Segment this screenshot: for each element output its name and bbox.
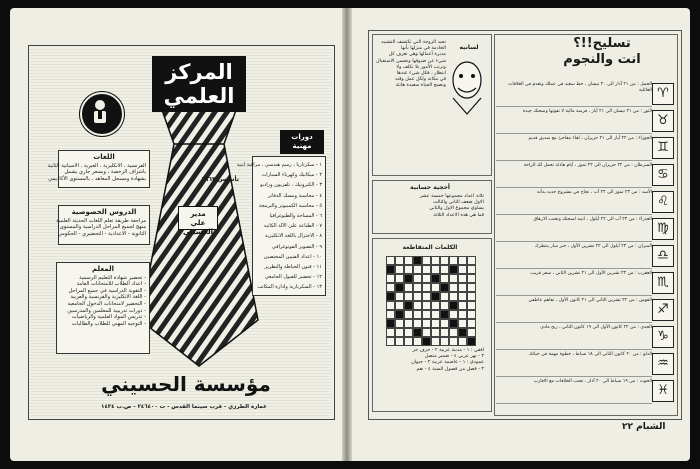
puzzle-line: الاول ضعف الثاني والثالث bbox=[432, 200, 484, 206]
crossword-cell bbox=[449, 319, 458, 328]
article-line: تحيد الزوجة التي تكتشف التشبيه bbox=[381, 40, 446, 45]
crossword-cell bbox=[413, 319, 422, 328]
crossword-cell bbox=[431, 337, 440, 346]
article-line: الخادمة في منزلها بأنها bbox=[400, 46, 446, 52]
cartoon-face-icon bbox=[448, 58, 486, 116]
crossword-cell bbox=[458, 319, 467, 328]
crossword-cell bbox=[386, 274, 395, 283]
crossword-cell bbox=[431, 319, 440, 328]
zodiac-sign-icon: ♑ bbox=[652, 326, 674, 348]
puzzle-line: ثلاثة اعداد مجموعها خمسة عشر bbox=[419, 194, 484, 199]
puzzle-line: يساوي مجموع الاول والثاني bbox=[429, 206, 484, 212]
logo-title-box: المركز العلمي bbox=[152, 56, 246, 112]
horoscope-text: القوس : من ٢٢ تشرين الثاني الى ٢١ كانون الأول ، تفاهم عاطفي bbox=[496, 298, 652, 323]
tie-illustration bbox=[140, 110, 258, 366]
crossword-cell bbox=[431, 283, 440, 292]
crossword-cell bbox=[413, 256, 422, 265]
zodiac-sign-icon: ♎ bbox=[652, 245, 674, 267]
crossword-cell bbox=[386, 337, 395, 346]
horoscope-text: الثور : من ٢١ نيسان الى ٢١ أيار ، فرصة مالية لا تفوتها وصحتك جيدة bbox=[496, 109, 652, 134]
course-item: ٢ - ميكانيك وكهرباء السيارات bbox=[261, 172, 322, 179]
crossword-cell bbox=[467, 256, 476, 265]
crossword-cell bbox=[395, 292, 404, 301]
crossword-cell bbox=[449, 301, 458, 310]
director-badge: مدير علي الحسيني bbox=[178, 206, 218, 230]
zodiac-sign-icon: ♋ bbox=[652, 164, 674, 186]
crossword-cell bbox=[404, 292, 413, 301]
crossword-cell bbox=[440, 310, 449, 319]
crossword-cell bbox=[422, 256, 431, 265]
crossword-cell bbox=[449, 283, 458, 292]
article-line: مديرة أعمالها وهي تعرف كل bbox=[388, 52, 446, 58]
waiter-figure-icon bbox=[88, 98, 112, 126]
horoscope-text: الميزان : من ٢٣ أيلول الى ٢٢ تشرين الأول ، خبر سار ينتظرك bbox=[496, 244, 652, 269]
crossword-cell bbox=[440, 301, 449, 310]
zodiac-sign-icon: ♓ bbox=[652, 380, 674, 402]
crossword-cell bbox=[386, 319, 395, 328]
crossword-cell bbox=[413, 274, 422, 283]
zodiac-sign-icon: ♊ bbox=[652, 137, 674, 159]
crossword-cell bbox=[422, 283, 431, 292]
private-courses-line: الثانوية - الاعدادية - التحضيري - الحكومي bbox=[57, 230, 146, 237]
crossword-cell bbox=[386, 265, 395, 274]
page-number: الشبام ٢٢ bbox=[622, 422, 666, 432]
institute-line: - التقوية الدراسية في جميع المراحل bbox=[68, 287, 146, 294]
crossword-cell bbox=[422, 337, 431, 346]
horoscope-text: الدلو : من ٢٠ كانون الثاني الى ١٨ شباط ، خطوة مهمة في حياتك bbox=[496, 352, 652, 377]
crossword-cell bbox=[440, 328, 449, 337]
crossword-cell bbox=[458, 328, 467, 337]
zodiac-sign-icon: ♐ bbox=[652, 299, 674, 321]
course-item: ١٣ - السكرتارية وادارة المكاتب bbox=[257, 284, 322, 291]
crossword-cell bbox=[440, 283, 449, 292]
crossword-title: الكلمات المتقاطعة bbox=[402, 244, 458, 251]
crossword-cell bbox=[395, 310, 404, 319]
crossword-cell bbox=[395, 256, 404, 265]
institute-line: - دورات تدريبية للمعلمين والمدرسين bbox=[67, 307, 146, 314]
crossword-cell bbox=[458, 337, 467, 346]
crossword-cell bbox=[395, 319, 404, 328]
horoscope-text: الحوت : من ١٩ شباط الى ٢٠ آذار ، تجنب الخلافات مع الاقارب bbox=[496, 379, 652, 404]
crossword-cell bbox=[413, 328, 422, 337]
crossword-cell bbox=[431, 328, 440, 337]
institute-title: المعلم bbox=[91, 265, 115, 273]
crossword-cell bbox=[467, 310, 476, 319]
crossword-cell bbox=[467, 337, 476, 346]
languages-line: بشهادة ومسجل المعاهد ، بالمستوى الأكاديمي bbox=[48, 175, 146, 182]
crossword-cell bbox=[431, 301, 440, 310]
crossword-cell bbox=[458, 256, 467, 265]
zodiac-sign-icon: ♒ bbox=[652, 353, 674, 375]
crossword-cell bbox=[440, 292, 449, 301]
institute-line: - اعداد الطلاب للامتحانات العامة bbox=[76, 281, 146, 288]
crossword-cell bbox=[395, 265, 404, 274]
institute-line: - اللغة الانكليزية والفرنسية والعربية bbox=[70, 294, 146, 301]
crossword-cell bbox=[431, 274, 440, 283]
crossword-cell bbox=[449, 337, 458, 346]
clue-line: افقي : ١ - مدينة عربية ٢ - حرف جر bbox=[412, 348, 484, 353]
crossword-cell bbox=[422, 301, 431, 310]
course-item: ٧ - الطباعة على الآلة الكاتبة bbox=[263, 223, 322, 230]
puzzle-title: أحجية حسابية bbox=[410, 184, 450, 191]
crossword-cell bbox=[458, 310, 467, 319]
puzzle-line: فما هي هذه الاعداد الثلاثة bbox=[433, 212, 484, 218]
puzzle-text bbox=[378, 194, 484, 230]
languages-box bbox=[47, 150, 150, 188]
crossword-cell bbox=[404, 274, 413, 283]
crossword-cell bbox=[458, 292, 467, 301]
zodiac-sign-icon: ♏ bbox=[652, 272, 674, 294]
institute-box bbox=[56, 262, 150, 354]
crossword-cell bbox=[422, 265, 431, 274]
crossword-cell bbox=[413, 292, 422, 301]
crossword-cell bbox=[386, 301, 395, 310]
languages-line: باشراف الرخصة ، وبسعر جاري يشمل bbox=[64, 169, 146, 176]
cartoon-label: لسانيه bbox=[459, 44, 479, 51]
crossword-cell bbox=[467, 274, 476, 283]
crossword-cell bbox=[404, 301, 413, 310]
course-item: ٥ - محاسبة الكمبيوتر والبرمجة bbox=[258, 202, 322, 209]
crossword-cell bbox=[467, 265, 476, 274]
crossword-cell bbox=[440, 319, 449, 328]
crossword-cell bbox=[395, 337, 404, 346]
crossword-cell bbox=[467, 319, 476, 328]
crossword-cell bbox=[413, 265, 422, 274]
crossword-cell bbox=[431, 265, 440, 274]
course-item: ٦ - المساحة والطبوغرافيا bbox=[269, 213, 322, 220]
article-line: انتظار ، فكل شيء عندها bbox=[396, 71, 446, 77]
article-line: شيء عن ضيوفها وتحسن الاستقبال bbox=[376, 58, 446, 64]
crossword-cell bbox=[467, 301, 476, 310]
horoscope-text: الحمل : من ٢١ آذار الى ٢٠ نيسان ، حظ سعيد في عملك وتقدم في العلاقات العائلية bbox=[496, 82, 652, 107]
horoscope-text: الجدي : من ٢٢ كانون الأول الى ١٩ كانون الثاني ، ربح مادي bbox=[496, 325, 652, 350]
course-item: ٨ - الاختزال باللغة الانكليزية bbox=[264, 233, 322, 240]
languages-title: اللغات bbox=[93, 153, 115, 161]
crossword-cell bbox=[467, 292, 476, 301]
crossword-cell bbox=[422, 310, 431, 319]
crossword-cell bbox=[404, 337, 413, 346]
crossword-cell bbox=[386, 283, 395, 292]
crossword-cell bbox=[422, 319, 431, 328]
crossword-cell bbox=[431, 292, 440, 301]
courses-badge: دورات مهنية bbox=[280, 130, 324, 154]
clue-line: عمودي : ١ - عاصمة عربية ٢ - حيوان bbox=[411, 360, 484, 366]
crossword-cell bbox=[431, 310, 440, 319]
crossword-cell bbox=[458, 274, 467, 283]
crossword-cell bbox=[422, 292, 431, 301]
crossword-cell bbox=[404, 283, 413, 292]
crossword-cell bbox=[404, 319, 413, 328]
private-courses-line: منهج لجميع المراحل الدراسية والمستوى bbox=[59, 224, 146, 231]
crossword-cell bbox=[386, 328, 395, 337]
course-item: ٩ - التصوير الفوتوغرافي bbox=[271, 243, 322, 250]
crossword-cell bbox=[386, 256, 395, 265]
private-courses-line: مراجعة طريقة تعلم اللغات الحديثة العلمية bbox=[56, 217, 146, 224]
crossword-cell bbox=[440, 274, 449, 283]
crossword-cell bbox=[404, 265, 413, 274]
crossword-cell bbox=[440, 337, 449, 346]
institute-line: - التوجيه المهني للطلاب والطالبات bbox=[71, 320, 146, 327]
course-item: ٤ - محاسبة ومسك الدفاتر bbox=[267, 192, 322, 199]
crossword-cell bbox=[467, 283, 476, 292]
crossword-cell bbox=[413, 283, 422, 292]
private-courses-title: الدروس الخصوصية bbox=[71, 208, 137, 216]
institute-line: - تحضير شهادة التعليم الرسمية bbox=[79, 274, 146, 281]
zodiac-sign-icon: ♌ bbox=[652, 191, 674, 213]
course-item: ١٢ - تحضير للقبول الجامعي bbox=[264, 274, 322, 281]
horoscope-text: السرطان : من ٢٢ حزيران الى ٢٢ تموز ، أيام هادئة تحمل لك الراحة bbox=[496, 163, 652, 188]
crossword-cell bbox=[467, 328, 476, 337]
crossword-cell bbox=[395, 301, 404, 310]
course-item: ٣ - الكترونيك ، تلفزيون وراديو bbox=[260, 182, 322, 189]
crossword-cell bbox=[431, 256, 440, 265]
crossword-cell bbox=[386, 292, 395, 301]
zodiac-sign-icon: ♈ bbox=[652, 83, 674, 105]
crossword-cell bbox=[449, 256, 458, 265]
horoscope-title: تسليح!!؟ انت والنجوم bbox=[563, 36, 641, 67]
article-line: وترتب الأمور بلا تكلف ولا bbox=[396, 64, 446, 70]
footer-logo: مؤسسة الحسيني bbox=[101, 372, 271, 396]
crossword-cell bbox=[440, 265, 449, 274]
zodiac-sign-icon: ♉ bbox=[652, 110, 674, 132]
crossword-cell bbox=[413, 301, 422, 310]
crossword-cell bbox=[422, 328, 431, 337]
crossword-cell bbox=[386, 310, 395, 319]
horoscope-text: الجوزاء : من ٢٢ أيار الى ٢١ حزيران ، لقاء مفاجئ مع صديق قديم bbox=[496, 136, 652, 161]
institute-line: - التحضير لامتحانات الدخول الجامعية bbox=[67, 300, 146, 307]
crossword-cell bbox=[395, 328, 404, 337]
crossword-cell bbox=[395, 283, 404, 292]
horoscope-text: العذراء : من ٢٣ آب الى ٢٢ أيلول ، انتبه لصحتك وتجنب الارهاق bbox=[496, 217, 652, 242]
crossword-cell bbox=[449, 274, 458, 283]
course-item: ١ - سكرتاريا ، رسم هندسي ، مراقبة ابنية bbox=[236, 162, 322, 168]
horoscope-text: الأسد : من ٢٣ تموز الى ٢٢ آب ، نجاح في مشروع جديد بدأته bbox=[496, 190, 652, 215]
crossword-cell bbox=[449, 310, 458, 319]
crossword-cell bbox=[449, 292, 458, 301]
clue-line: ٣ - نهر عربي ٤ - ضمير متصل bbox=[424, 354, 484, 360]
zodiac-sign-icon: ♍ bbox=[652, 218, 674, 240]
founded-label: تأسيس ١٩٦٣ bbox=[200, 176, 240, 183]
course-item: ١٠ - اعداد الفنيين المختصين bbox=[263, 253, 322, 260]
private-courses-box bbox=[58, 205, 150, 245]
crossword-cell bbox=[395, 274, 404, 283]
crossword-cell bbox=[413, 337, 422, 346]
footer-address: عمارة الطرزي - قرب سينما القدس - ت ٢٤٦٤٠٠ - ص.ب ١٤٣٤ bbox=[101, 404, 267, 410]
crossword-cell bbox=[404, 256, 413, 265]
crossword-cell bbox=[458, 283, 467, 292]
clue-line: ٣ - فصل من فصول السنة ٤ - نعم bbox=[416, 366, 484, 372]
crossword-cell bbox=[449, 328, 458, 337]
crossword-cell bbox=[422, 274, 431, 283]
crossword-cell bbox=[458, 301, 467, 310]
article-text bbox=[376, 40, 446, 166]
crossword-cell bbox=[404, 310, 413, 319]
article-line: في مكانه ولكل عمل وقته bbox=[395, 77, 446, 83]
crossword-clues bbox=[378, 348, 484, 406]
crossword-cell bbox=[404, 328, 413, 337]
crossword-cell bbox=[440, 256, 449, 265]
crossword-cell bbox=[413, 310, 422, 319]
institute-line: - تدريس المواد العلمية والرياضيات bbox=[71, 314, 146, 321]
horoscope-text: العقرب : من ٢٣ تشرين الأول الى ٢١ تشرين الثاني ، سفر قريب bbox=[496, 271, 652, 296]
crossword-cell bbox=[458, 265, 467, 274]
crossword-cell bbox=[449, 265, 458, 274]
spine-gutter bbox=[342, 8, 352, 461]
article-line: وتصبح الحياة سعيدة هانئة bbox=[395, 83, 446, 89]
languages-line: الفرنسية ، الانكليزية ، العبرية ، الاسبانية الثانية bbox=[47, 162, 146, 169]
courses-list-box bbox=[236, 156, 326, 296]
course-item: ١١ - فنون الخياطة والتطريز bbox=[264, 264, 322, 271]
